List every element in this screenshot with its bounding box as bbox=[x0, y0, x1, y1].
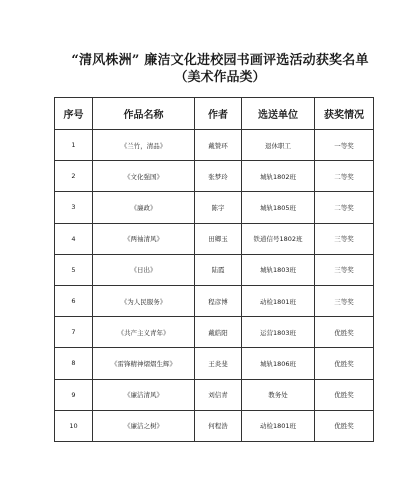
cell-serial-number: 7 bbox=[55, 317, 93, 348]
cell-work-title: 《廉洁清风》 bbox=[93, 379, 195, 410]
cell-author: 戴赞环 bbox=[195, 130, 242, 161]
cell-award: 优胜奖 bbox=[315, 317, 374, 348]
table-row bbox=[55, 379, 374, 410]
cell-serial-number: 6 bbox=[55, 285, 93, 316]
cell-serial-number: 1 bbox=[55, 130, 93, 161]
cell-award: 优胜奖 bbox=[315, 410, 374, 441]
cell-work-title: 《为人民服务》 bbox=[93, 285, 195, 316]
cell-award: 优胜奖 bbox=[315, 379, 374, 410]
table-row bbox=[55, 410, 374, 441]
header-serial-number: 序号 bbox=[55, 98, 93, 130]
cell-submitting-unit: 城轨1803班 bbox=[242, 254, 315, 285]
cell-submitting-unit: 动检1801班 bbox=[242, 410, 315, 441]
cell-award: 二等奖 bbox=[315, 192, 374, 223]
table-row bbox=[55, 285, 374, 316]
cell-submitting-unit: 城轨1805班 bbox=[242, 192, 315, 223]
table-row bbox=[55, 348, 374, 379]
cell-author: 田卿玉 bbox=[195, 223, 242, 254]
cell-work-title: 《雷锋精神熠熠生辉》 bbox=[93, 348, 195, 379]
cell-author: 程彦博 bbox=[195, 285, 242, 316]
cell-work-title: 《文化强国》 bbox=[93, 161, 195, 192]
cell-work-title: 《两袖清风》 bbox=[93, 223, 195, 254]
cell-award: 一等奖 bbox=[315, 130, 374, 161]
table-row bbox=[55, 130, 374, 161]
cell-award: 三等奖 bbox=[315, 223, 374, 254]
cell-author: 戴皓阳 bbox=[195, 317, 242, 348]
cell-serial-number: 4 bbox=[55, 223, 93, 254]
cell-serial-number: 9 bbox=[55, 379, 93, 410]
header-award: 获奖情况 bbox=[315, 98, 374, 130]
cell-submitting-unit: 城轨1802班 bbox=[242, 161, 315, 192]
cell-submitting-unit: 退休职工 bbox=[242, 130, 315, 161]
cell-author: 陆霞 bbox=[195, 254, 242, 285]
cell-submitting-unit: 运营1803班 bbox=[242, 317, 315, 348]
cell-work-title: 《廉洁之树》 bbox=[93, 410, 195, 441]
header-submitting-unit: 选送单位 bbox=[242, 98, 315, 130]
table-header-row bbox=[55, 98, 374, 130]
cell-author: 王炎斐 bbox=[195, 348, 242, 379]
header-author: 作者 bbox=[195, 98, 242, 130]
cell-serial-number: 8 bbox=[55, 348, 93, 379]
cell-work-title: 《共产主义青年》 bbox=[93, 317, 195, 348]
cell-award: 三等奖 bbox=[315, 285, 374, 316]
cell-serial-number: 3 bbox=[55, 192, 93, 223]
table-row bbox=[55, 223, 374, 254]
cell-award: 优胜奖 bbox=[315, 348, 374, 379]
table-row bbox=[55, 317, 374, 348]
table-row bbox=[55, 192, 374, 223]
cell-serial-number: 5 bbox=[55, 254, 93, 285]
cell-submitting-unit: 城轨1806班 bbox=[242, 348, 315, 379]
cell-author: 陈宇 bbox=[195, 192, 242, 223]
cell-work-title: 《兰竹，清品》 bbox=[93, 130, 195, 161]
table-row bbox=[55, 161, 374, 192]
table-row bbox=[55, 254, 374, 285]
cell-award: 三等奖 bbox=[315, 254, 374, 285]
document-subtitle: （美术作品类） bbox=[174, 70, 266, 85]
cell-submitting-unit: 教务处 bbox=[242, 379, 315, 410]
document-title: “清风株洲” 廉洁文化进校园书画评选活动获奖名单 bbox=[71, 53, 369, 68]
cell-author: 张梦玲 bbox=[195, 161, 242, 192]
cell-work-title: 《日出》 bbox=[93, 254, 195, 285]
cell-author: 何程浩 bbox=[195, 410, 242, 441]
award-list-table bbox=[54, 97, 374, 442]
cell-serial-number: 10 bbox=[55, 410, 93, 441]
header-work-title: 作品名称 bbox=[93, 98, 195, 130]
cell-author: 刘信青 bbox=[195, 379, 242, 410]
cell-serial-number: 2 bbox=[55, 161, 93, 192]
cell-work-title: 《廉政》 bbox=[93, 192, 195, 223]
cell-submitting-unit: 铁道信号1802班 bbox=[242, 223, 315, 254]
cell-submitting-unit: 动检1801班 bbox=[242, 285, 315, 316]
cell-award: 二等奖 bbox=[315, 161, 374, 192]
